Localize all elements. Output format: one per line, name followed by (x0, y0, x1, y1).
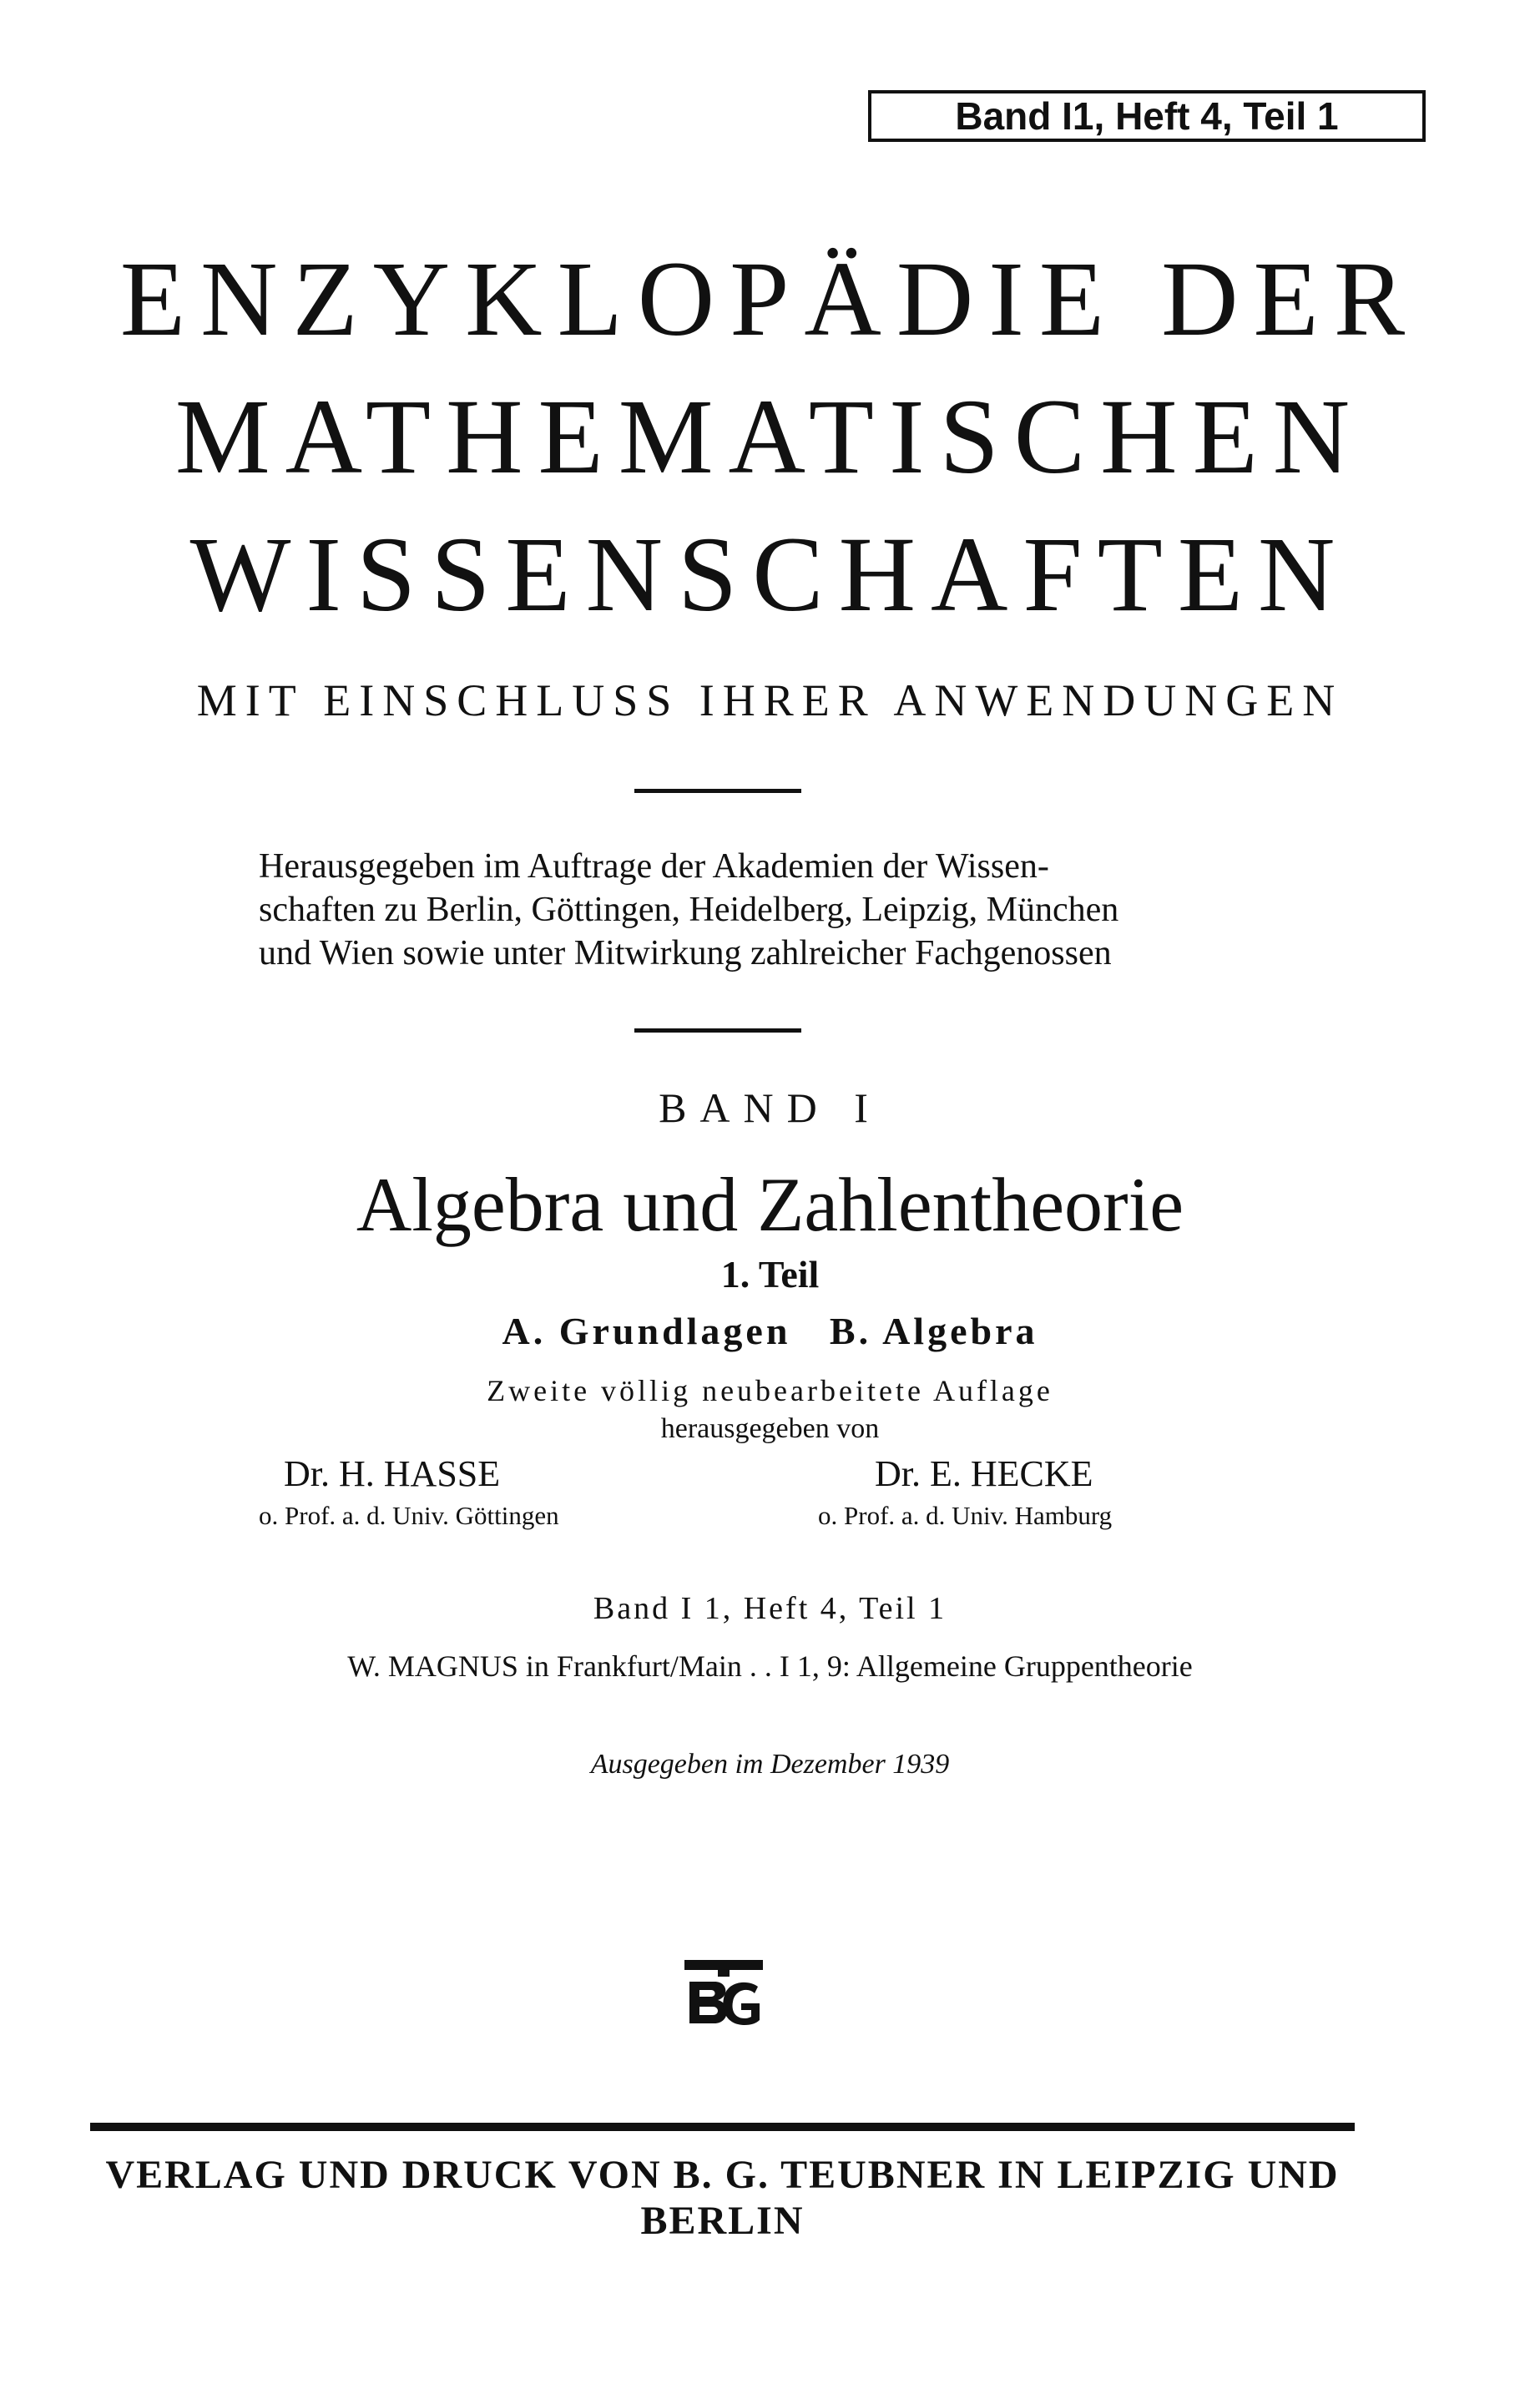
volume-label: Band I1, Heft 4, Teil 1 (955, 94, 1339, 138)
edition-note: Zweite völlig neubearbeitete Auflage (487, 1374, 1053, 1407)
publisher-logo (678, 1953, 770, 2045)
publisher-line: VERLAG UND DRUCK VON B. G. TEUBNER IN LEIPZIG UND BERLIN (105, 2153, 1340, 2243)
editor-1-affiliation: o. Prof. a. d. Univ. Göttingen (259, 1501, 559, 1530)
bottom-rule (90, 2123, 1355, 2131)
content-line: W. MAGNUS in Frankfurt/Main . . I 1, 9: Allgemeine Gruppentheorie (347, 1649, 1193, 1683)
part-label: 1. Teil (720, 1253, 820, 1296)
title-line-3: WISSENSCHAFTEN (189, 515, 1351, 634)
editor-2-name: Dr. E. HECKE (875, 1453, 1093, 1494)
editor-by-note: herausgegeben von (660, 1413, 880, 1444)
issue-line: Band I 1, Heft 4, Teil 1 (593, 1591, 947, 1626)
band-label: BAND I (659, 1084, 881, 1131)
publication-note-line-2: schaften zu Berlin, Göttingen, Heidelberg, Leipzig, München (259, 891, 1119, 929)
volume-label-box (868, 90, 1426, 142)
ornament-rule-middle (634, 1028, 801, 1033)
editor-2-affiliation: o. Prof. a. d. Univ. Hamburg (818, 1501, 1113, 1530)
subtitle: MIT EINSCHLUSS IHRER ANWENDUNGEN (196, 675, 1344, 725)
publication-note-line-3: und Wien sowie unter Mitwirkung zahlreicher Fachgenossen (259, 934, 1112, 972)
issued-date: Ausgegeben im Dezember 1939 (590, 1749, 950, 1780)
editor-1-name: Dr. H. HASSE (284, 1453, 501, 1494)
main-title: Algebra und Zahlentheorie (356, 1162, 1184, 1247)
title-line-2: MATHEMATISCHEN (174, 377, 1366, 496)
title-line-1: ENZYKLOPÄDIE DER (119, 240, 1421, 358)
ornament-rule-top (634, 789, 801, 793)
publication-note-line-1: Herausgegeben im Auftrage der Akademien der Wissen- (259, 847, 1049, 886)
sections-label: A. Grundlagen B. Algebra (502, 1310, 1038, 1352)
